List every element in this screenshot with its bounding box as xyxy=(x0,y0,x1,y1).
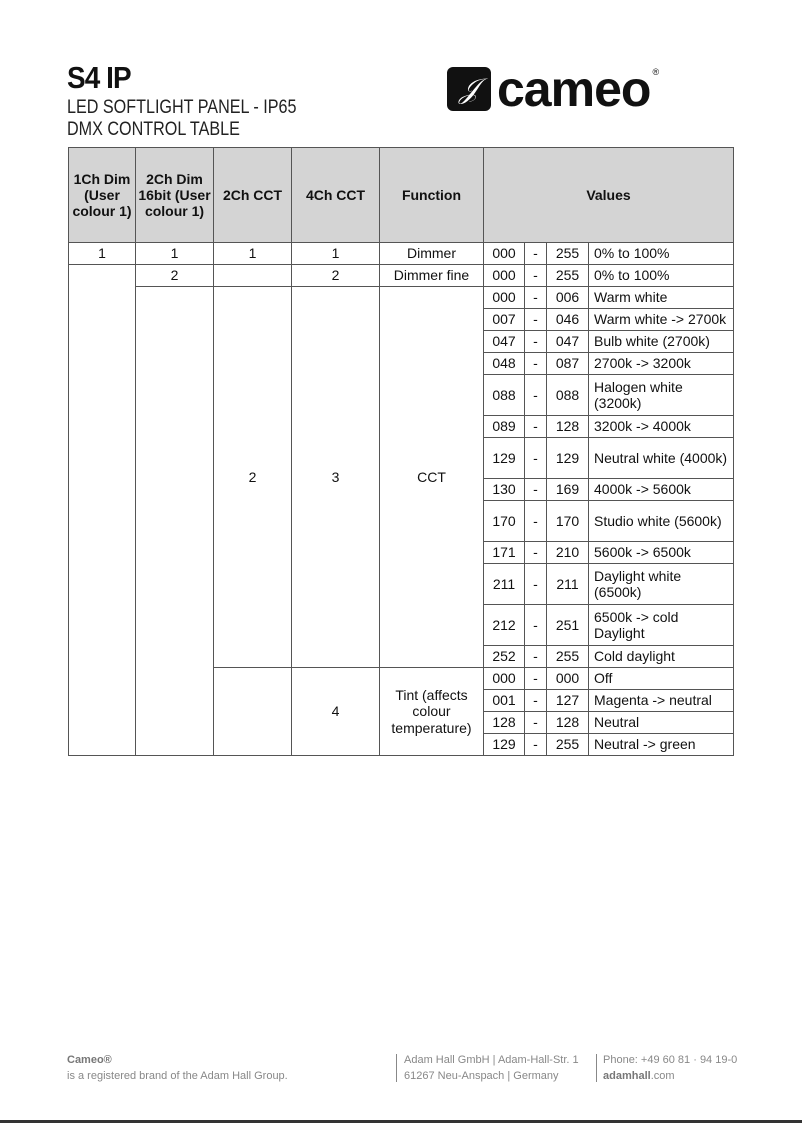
cell-2ch-cct: 2 xyxy=(214,287,292,668)
value-description: Off xyxy=(589,668,734,690)
value-from: 088 xyxy=(484,375,525,416)
table-header-row xyxy=(69,148,734,243)
value-description: 2700k -> 3200k xyxy=(589,353,734,375)
header-4ch-cct: 4Ch CCT xyxy=(292,148,380,243)
header-values: Values xyxy=(484,148,734,243)
cell-2ch-16bit-empty xyxy=(136,287,214,756)
value-to: 000 xyxy=(547,668,589,690)
value-to: 169 xyxy=(547,479,589,501)
value-to: 210 xyxy=(547,542,589,564)
value-from: 170 xyxy=(484,501,525,542)
value-from: 048 xyxy=(484,353,525,375)
cell-function: Tint (affects colour temperature) xyxy=(380,668,484,756)
header-2ch-16bit: 2Ch Dim 16bit (User colour 1) xyxy=(136,148,214,243)
value-description: 4000k -> 5600k xyxy=(589,479,734,501)
value-from: 000 xyxy=(484,668,525,690)
value-dash: - xyxy=(525,605,547,646)
cell-4ch-cct: 1 xyxy=(292,243,380,265)
value-from: 007 xyxy=(484,309,525,331)
value-to: 255 xyxy=(547,734,589,756)
value-description: 6500k -> cold Daylight xyxy=(589,605,734,646)
cell-2ch-cct xyxy=(214,668,292,756)
cameo-logo-text: cameo xyxy=(497,61,651,117)
value-dash: - xyxy=(525,501,547,542)
product-title: S4 IP xyxy=(67,60,131,95)
footer-divider xyxy=(596,1054,597,1082)
footer-brand-name: Cameo® xyxy=(67,1054,112,1066)
cameo-logo-mark: 𝒥 xyxy=(447,67,491,111)
value-from: 130 xyxy=(484,479,525,501)
value-description: 0% to 100% xyxy=(589,265,734,287)
value-description: 5600k -> 6500k xyxy=(589,542,734,564)
value-description: Neutral white (4000k) xyxy=(589,438,734,479)
value-to: 255 xyxy=(547,646,589,668)
cell-2ch-cct: 1 xyxy=(214,243,292,265)
value-from: 000 xyxy=(484,243,525,265)
value-to: 087 xyxy=(547,353,589,375)
cell-function: Dimmer fine xyxy=(380,265,484,287)
table-row xyxy=(69,265,734,287)
value-dash: - xyxy=(525,416,547,438)
value-from: 211 xyxy=(484,564,525,605)
value-to: 128 xyxy=(547,712,589,734)
cell-2ch-16bit: 1 xyxy=(136,243,214,265)
table-row xyxy=(69,287,734,309)
value-from: 000 xyxy=(484,265,525,287)
header-1ch: 1Ch Dim (User colour 1) xyxy=(69,148,136,243)
value-to: 255 xyxy=(547,243,589,265)
website-suffix[interactable]: .com xyxy=(650,1070,675,1082)
value-from: 129 xyxy=(484,734,525,756)
value-description: Cold daylight xyxy=(589,646,734,668)
value-description: Bulb white (2700k) xyxy=(589,331,734,353)
cell-1ch: 1 xyxy=(69,243,136,265)
header-function: Function xyxy=(380,148,484,243)
address-line-1: Adam Hall GmbH | Adam-Hall-Str. 1 xyxy=(404,1054,579,1066)
value-from: 000 xyxy=(484,287,525,309)
value-dash: - xyxy=(525,690,547,712)
cell-2ch-16bit: 2 xyxy=(136,265,214,287)
document-subtitle: DMX CONTROL TABLE xyxy=(67,119,240,140)
value-description: 0% to 100% xyxy=(589,243,734,265)
cell-function: Dimmer xyxy=(380,243,484,265)
value-dash: - xyxy=(525,438,547,479)
product-subtitle: LED SOFTLIGHT PANEL - IP65 xyxy=(67,97,297,118)
value-from: 129 xyxy=(484,438,525,479)
value-dash: - xyxy=(525,265,547,287)
value-to: 170 xyxy=(547,501,589,542)
value-dash: - xyxy=(525,287,547,309)
value-to: 006 xyxy=(547,287,589,309)
value-description: Magenta -> neutral xyxy=(589,690,734,712)
header-2ch-cct: 2Ch CCT xyxy=(214,148,292,243)
registered-mark: ® xyxy=(652,67,660,77)
address-line-2: 61267 Neu-Anspach | Germany xyxy=(404,1070,559,1082)
value-dash: - xyxy=(525,479,547,501)
value-dash: - xyxy=(525,331,547,353)
footer-address xyxy=(404,1052,579,1084)
cell-2ch-cct xyxy=(214,265,292,287)
cell-4ch-cct: 2 xyxy=(292,265,380,287)
value-dash: - xyxy=(525,243,547,265)
value-from: 001 xyxy=(484,690,525,712)
footer-brand xyxy=(67,1052,288,1084)
value-to: 251 xyxy=(547,605,589,646)
value-to: 211 xyxy=(547,564,589,605)
cell-4ch-cct: 3 xyxy=(292,287,380,668)
cell-function: CCT xyxy=(380,287,484,668)
value-dash: - xyxy=(525,564,547,605)
value-dash: - xyxy=(525,712,547,734)
value-dash: - xyxy=(525,309,547,331)
value-from: 128 xyxy=(484,712,525,734)
value-description: Halogen white (3200k) xyxy=(589,375,734,416)
table-row xyxy=(69,243,734,265)
cell-1ch-empty xyxy=(69,265,136,756)
value-description: Neutral -> green xyxy=(589,734,734,756)
value-dash: - xyxy=(525,734,547,756)
value-to: 047 xyxy=(547,331,589,353)
value-dash: - xyxy=(525,542,547,564)
value-dash: - xyxy=(525,646,547,668)
value-from: 212 xyxy=(484,605,525,646)
footer-brand-note: is a registered brand of the Adam Hall Group. xyxy=(67,1070,288,1082)
website-bold[interactable]: adamhall xyxy=(603,1070,651,1082)
value-description: Studio white (5600k) xyxy=(589,501,734,542)
value-to: 046 xyxy=(547,309,589,331)
value-from: 089 xyxy=(484,416,525,438)
value-to: 088 xyxy=(547,375,589,416)
value-description: Warm white xyxy=(589,287,734,309)
value-description: Warm white -> 2700k xyxy=(589,309,734,331)
cameo-logo xyxy=(447,61,660,117)
footer-contact xyxy=(603,1052,737,1084)
cell-4ch-cct: 4 xyxy=(292,668,380,756)
value-dash: - xyxy=(525,375,547,416)
value-from: 171 xyxy=(484,542,525,564)
footer-divider xyxy=(396,1054,397,1082)
value-description: Neutral xyxy=(589,712,734,734)
value-to: 128 xyxy=(547,416,589,438)
phone: Phone: +49 60 81 · 94 19-0 xyxy=(603,1054,738,1066)
value-to: 255 xyxy=(547,265,589,287)
dmx-control-table xyxy=(68,147,734,756)
value-to: 129 xyxy=(547,438,589,479)
value-description: 3200k -> 4000k xyxy=(589,416,734,438)
value-description: Daylight white (6500k) xyxy=(589,564,734,605)
value-dash: - xyxy=(525,668,547,690)
value-to: 127 xyxy=(547,690,589,712)
value-from: 047 xyxy=(484,331,525,353)
value-dash: - xyxy=(525,353,547,375)
value-from: 252 xyxy=(484,646,525,668)
